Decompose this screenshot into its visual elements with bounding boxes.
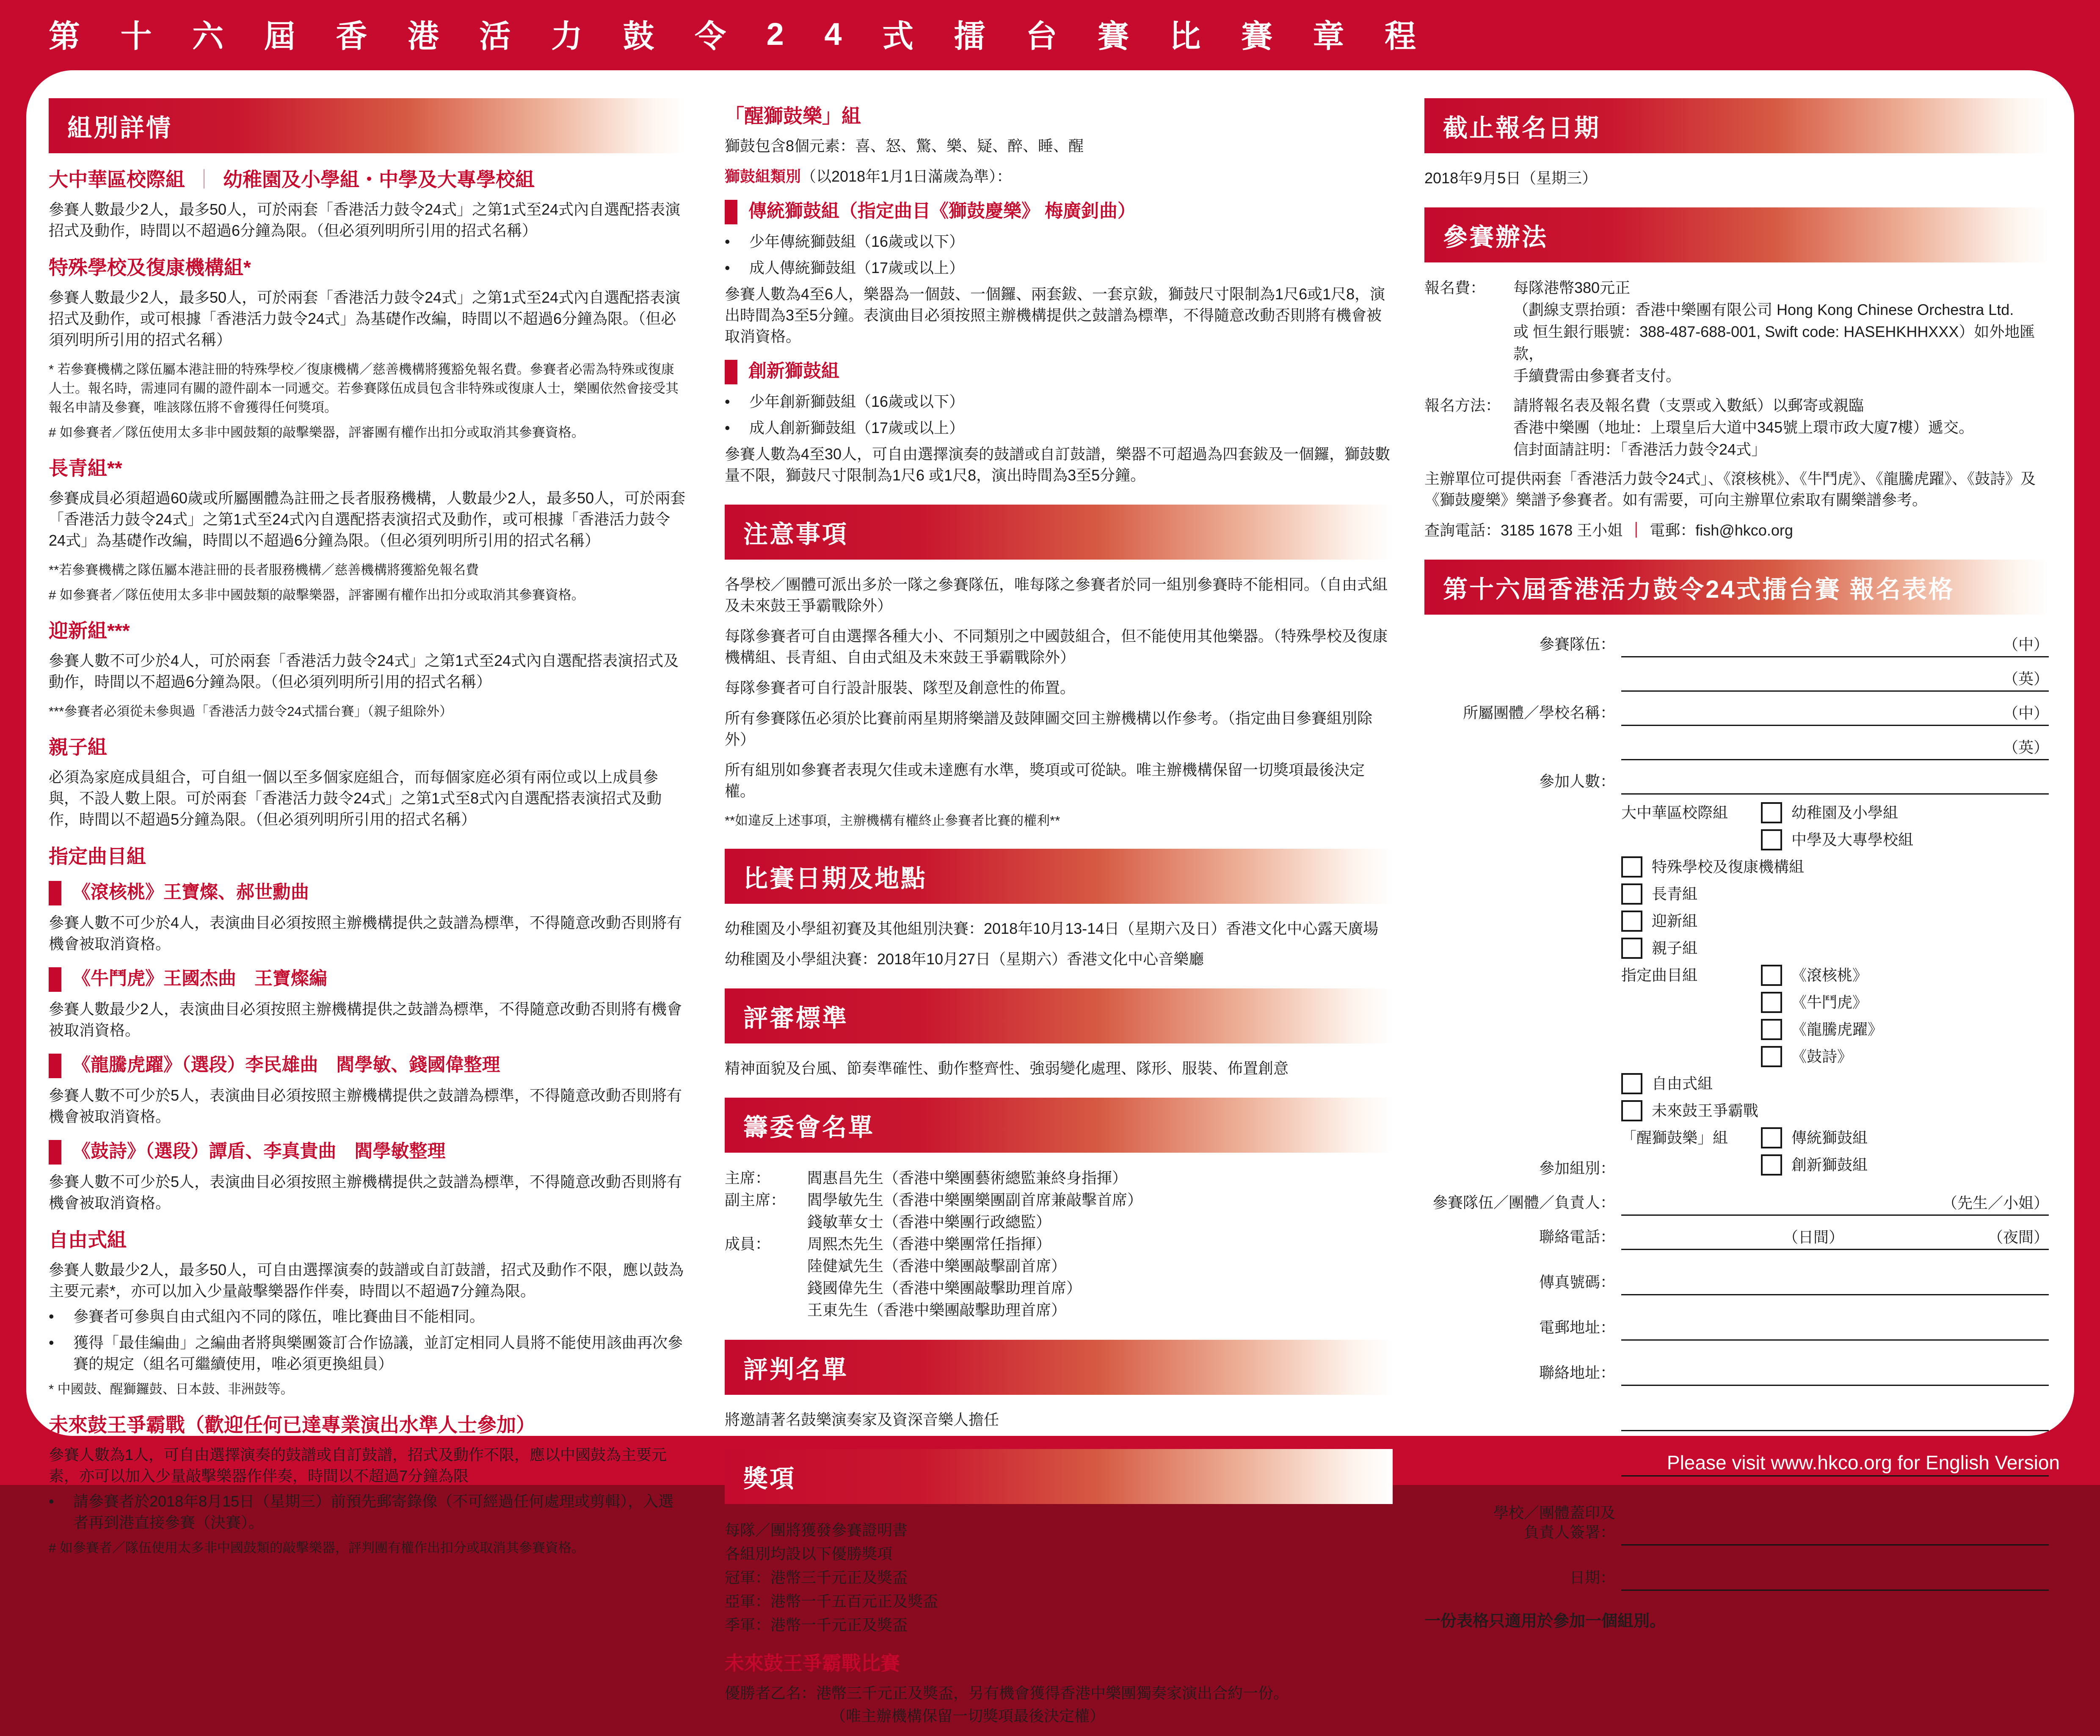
committee-role xyxy=(725,1277,807,1299)
bullet-icon: • xyxy=(49,1308,54,1325)
subheading-text: 傳統獅鼓組（指定曲目《獅鼓慶樂》 梅廣釗曲） xyxy=(748,201,1136,221)
team-name-label: 參賽隊伍： xyxy=(1539,635,1615,653)
category-single-row xyxy=(1621,856,2049,878)
category-group-name: 指定曲目組 xyxy=(1621,966,1698,984)
fax-label: 傳真號碼： xyxy=(1539,1273,1615,1291)
paragraph: 所有組別如參賽者表現欠佳或未達應有水準，獎項或可從缺。唯主辦機構保留一切獎項最後決定權。 xyxy=(725,761,1365,800)
phone-label: 聯絡電話： xyxy=(1539,1228,1615,1245)
heading-newcomer-group: 迎新組*** xyxy=(49,620,130,642)
checkbox-freestyle[interactable] xyxy=(1621,1073,1642,1094)
paragraph: 將邀請著名鼓樂演奏家及資深音樂人擔任 xyxy=(725,1411,999,1428)
category-checkbox-tree xyxy=(1621,800,2049,1181)
checkbox-secondary-tertiary[interactable] xyxy=(1761,829,1782,850)
section-header-judges: 評判名單 xyxy=(725,1340,1393,1395)
empty-label xyxy=(1424,1473,1621,1477)
phone-day-tag: （日間） xyxy=(1783,1228,1844,1246)
signature-label-line2: 負責人簽署： xyxy=(1523,1523,1615,1541)
category-group-row xyxy=(1621,965,2049,986)
paragraph: 參賽人數為1人，可自由選擇演奏的鼓譜或自訂鼓譜，招式及動作不限，應以中國鼓為主要元素，亦可以加入少量敲擊樂器作伴奏，時間以不超過7分鐘為限 xyxy=(49,1446,667,1485)
category-single-row xyxy=(1621,938,2049,959)
leader-salutation: （先生／小姐） xyxy=(1942,1194,2049,1212)
team-name-chinese-field[interactable] xyxy=(1621,629,2049,657)
bullet-text: 獲得「最佳編曲」之編曲者將與樂團簽訂合作協議，並訂定相同人員將不能使用該曲再次參賽的規定（組名可繼續使用，唯必須更換組員） xyxy=(73,1334,683,1372)
paragraph: 參賽人數為4至30人，可自由選擇演奏的鼓譜或自訂鼓譜，樂器不可超過為四套鈸及一個鑼，獅鼓數量不限，獅鼓尺寸限制為1尺6 或1尺8，演出時間為3至5分鐘。 xyxy=(725,445,1391,484)
red-bar-icon xyxy=(725,360,737,384)
song-title-drum-poem xyxy=(49,1140,686,1165)
signature-label-line1: 學校／團體蓋印及 xyxy=(1493,1504,1615,1521)
award-line: 冠軍：港幣三千元正及獎盃 xyxy=(725,1569,908,1586)
checkbox-label: 《鼓詩》 xyxy=(1791,1048,1853,1065)
form-row-participant-count xyxy=(1424,766,2049,795)
song-title-text: 《鼓詩》（選段）譚盾、李真貴曲 閻學敏整理 xyxy=(72,1141,446,1162)
committee-role xyxy=(725,1211,807,1233)
checkbox-innovative-lion-drum[interactable] xyxy=(1761,1154,1782,1176)
song-title-ox-fights-tiger xyxy=(49,967,686,992)
organisation-chinese-field[interactable] xyxy=(1621,698,2049,726)
checkbox-label: 親子組 xyxy=(1652,939,1698,957)
entry-fee-lines xyxy=(1513,277,2049,387)
checkbox-label: 未來鼓王爭霸戰 xyxy=(1652,1102,1759,1119)
checkbox-evergreen[interactable] xyxy=(1621,883,1642,905)
checkbox-kindergarten-primary[interactable] xyxy=(1761,802,1782,823)
lion-category-line xyxy=(725,166,1393,187)
checkbox-label: 《龍騰虎躍》 xyxy=(1791,1021,1883,1038)
committee-role xyxy=(725,1299,807,1321)
committee-name: 陸健斌先生（香港中樂團敲擊副首席） xyxy=(807,1257,1067,1275)
committee-name: 閻學敏先生（香港中樂團樂團副首席兼敲擊首席） xyxy=(807,1191,1143,1209)
checkbox-label: 創新獅鼓組 xyxy=(1791,1156,1868,1173)
form-row-organisation-chi xyxy=(1424,698,2049,726)
checkbox-label: 幼稚園及小學組 xyxy=(1791,804,1899,821)
award-line: 每隊／團將獲發參賽證明書 xyxy=(725,1521,908,1539)
form-row-date xyxy=(1424,1551,2049,1591)
award-line: 亞軍：港幣一千五百元正及獎盃 xyxy=(725,1592,938,1610)
footnote: ***參賽者必須從未參與過「香港活力鼓令24式擂台賽」（親子組除外） xyxy=(49,704,453,719)
participant-count-label: 參加人數： xyxy=(1539,773,1615,790)
paragraph: 優勝者乙名：港幣三千元正及獎盃，另有機會獲得香港中樂團獨奏家演出合約一份。 xyxy=(725,1684,1289,1702)
section-header-notes: 注意事項 xyxy=(725,505,1393,560)
heading-subtitle: 幼稚園及小學組・中學及大專學校組 xyxy=(223,168,535,190)
paragraph: 各學校／團體可派出多於一隊之參賽隊伍，唯每隊之參賽者於同一組別參賽時不能相同。（自由式組及未來鼓王爭霸戰除外） xyxy=(725,576,1388,614)
checkbox-parent-child[interactable] xyxy=(1621,938,1642,959)
bullet-text: 少年傳統獅鼓組（16歲或以下） xyxy=(749,233,965,250)
song-title-rolling-walnuts xyxy=(49,881,686,905)
score-provision-paragraph: 主辦單位可提供兩套「香港活力鼓令24式」、《滾核桃》、《牛鬥虎》、《龍騰虎躍》、《鼓詩》及《獅鼓慶樂》樂譜予參賽者。如有需要，可向主辦單位索取有關樂譜參考。 xyxy=(1424,470,2036,508)
language-tag-english: （英） xyxy=(2003,670,2049,687)
award-line: 季軍：港幣一千元正及獎盃 xyxy=(725,1616,908,1634)
paragraph: 參賽人數為4至6人，樂器為一個鼓、一個鑼、兩套鈸、一套京鈸，獅鼓尺寸限制為1尺6或1尺8，演出時間為3至5分鐘。表演曲目必須按照主辦機構提供之鼓譜為標準，不得隨意改動否則將有機會被取消資格。 xyxy=(725,285,1385,345)
checkbox-label: 特殊學校及復康機構組 xyxy=(1652,858,1805,875)
address-field-line-2[interactable] xyxy=(1621,1392,2049,1431)
paragraph: 參賽人數最少2人，表演曲目必須按照主辦機構提供之鼓譜為標準，不得隨意改動否則將有機會被取消資格。 xyxy=(49,1000,682,1039)
paragraph: 幼稚園及小學組初賽及其他組別決賽：2018年10月13-14日（星期六及日）香港文化中心露天廣場 xyxy=(725,920,1379,937)
language-tag-chinese: （中） xyxy=(2003,636,2049,653)
empty-label xyxy=(1424,757,1621,760)
bullet-item xyxy=(49,1306,686,1327)
deadline-date: 2018年9月5日（星期三） xyxy=(1424,169,1598,187)
red-bar-icon xyxy=(49,1054,61,1078)
english-version-footer: Please visit www.hkco.org for English Version xyxy=(1667,1452,2060,1474)
committee-role xyxy=(725,1255,807,1277)
song-title-dragon-tiger xyxy=(49,1054,686,1078)
enquiry-line xyxy=(1424,520,2049,541)
apply-method-block xyxy=(1424,395,2049,461)
footnote: * 中國鼓、醒獅鑼鼓、日本鼓、非洲鼓等。 xyxy=(49,1382,294,1397)
committee-row xyxy=(725,1211,1393,1233)
checkbox-label: 中學及大專學校組 xyxy=(1791,831,1914,848)
footnote: **若參賽機構之隊伍屬本港註冊的長者服務機構／慈善機構將獲豁免報名費 xyxy=(49,563,479,577)
entry-fee-line: （劃線支票抬頭：香港中樂團有限公司 Hong Kong Chinese Orchestra Ltd. xyxy=(1513,301,2014,318)
bullet-icon: • xyxy=(725,419,730,436)
leader-label: 參賽隊伍／團體／負責人： xyxy=(1432,1194,1615,1211)
leader-name-field[interactable] xyxy=(1621,1187,2049,1216)
committee-row xyxy=(725,1189,1393,1211)
bullet-icon: • xyxy=(725,393,730,410)
paragraph: 所有參賽隊伍必須於比賽前兩星期將樂譜及鼓陣圖交回主辦機構以作參考。（指定曲目參賽組別除外） xyxy=(725,709,1373,748)
paragraph: 參賽人數最少2人，最多50人，可於兩套「香港活力鼓令24式」之第1式至24式內自選配搭表演招式及動作，或可根據「香港活力鼓令24式」為基礎作改編，時間以不超過6分鐘為限。（但必須列明所引用的招式名稱） xyxy=(49,289,681,348)
bullet-text: 成人創新獅鼓組（17歲或以上） xyxy=(749,419,965,436)
page-title: 第 十 六 屆 香 港 活 力 鼓 令 2 4 式 擂 台 賽 比 賽 章 程 xyxy=(49,16,1416,54)
section-header-awards: 獎項 xyxy=(725,1449,1393,1504)
paragraph: 必須為家庭成員組合，可自組一個以至多個家庭組合，而每個家庭必須有兩位或以上成員參與，不設人數上限。可於兩套「香港活力鼓令24式」之第1式至8式內自選配搭表演招式及動作，時間以不超過5分鐘為限。（但必須列明所引用的招式名稱） xyxy=(49,768,662,828)
heading-parent-child-group: 親子組 xyxy=(49,736,107,758)
checkbox-ox-fights-tiger[interactable] xyxy=(1761,992,1782,1013)
form-row-address xyxy=(1424,1347,2049,1386)
paragraph: （唯主辦機構保留一切獎項最後決定權） xyxy=(831,1707,1105,1725)
red-bar-icon xyxy=(49,881,61,905)
red-bar-icon xyxy=(49,1140,61,1165)
category-single-row xyxy=(1621,1100,2049,1121)
section-header-deadline: 截止報名日期 xyxy=(1424,98,2049,153)
apply-method-label: 報名方法： xyxy=(1424,397,1501,414)
checkbox-special-school[interactable] xyxy=(1621,856,1642,878)
entry-fee-line: 每隊港幣380元正 xyxy=(1513,279,1631,296)
checkbox-dragon-tiger[interactable] xyxy=(1761,1019,1782,1040)
heading-greater-china-group xyxy=(49,168,686,191)
category-label: 參加組別： xyxy=(1539,1159,1615,1177)
bullet-text: 成人傳統獅鼓組（17歲或以上） xyxy=(749,259,965,276)
checkbox-traditional-lion-drum[interactable] xyxy=(1761,1127,1782,1148)
language-tag-chinese: （中） xyxy=(2003,704,2049,722)
committee-name: 錢敏華女士（香港中樂團行政總監） xyxy=(807,1213,1051,1231)
category-single-row xyxy=(1621,883,2049,905)
phone-field[interactable] xyxy=(1621,1222,2049,1250)
enquiry-phone: 查詢電話：3185 1678 王小姐 xyxy=(1424,522,1623,539)
bullet-icon: • xyxy=(725,259,730,276)
heading-future-drum-king: 未來鼓王爭霸戰（歡迎任何已達專業演出水準人士參加） xyxy=(49,1414,535,1436)
apply-method-line: 香港中樂團（地址：上環皇后大道中345號上環市政大廈7樓）遞交。 xyxy=(1513,419,1974,436)
bullet-item xyxy=(725,417,1393,439)
form-row-leader xyxy=(1424,1187,2049,1216)
paragraph: 參賽人數不可少於4人，可於兩套「香港活力鼓令24式」之第1式至24式內自選配搭表演招式及動作，時間以不超過6分鐘為限。（但必須列明所引用的招式名稱） xyxy=(49,652,679,690)
committee-name: 王東先生（香港中樂團敲擊助理首席） xyxy=(807,1301,1067,1319)
bullet-item xyxy=(725,257,1393,279)
checkbox-newcomer[interactable] xyxy=(1621,911,1642,932)
committee-row xyxy=(725,1299,1393,1321)
footnote: # 如參賽者／隊伍使用太多非中國鼓類的敲擊樂器，評審團有權作出扣分或取消其參賽資格。 xyxy=(49,425,585,440)
form-row-signature xyxy=(1424,1482,2049,1546)
form-row-team-name-chi xyxy=(1424,629,2049,657)
committee-role: 成員： xyxy=(725,1235,771,1253)
bullet-icon: • xyxy=(49,1493,54,1510)
section-header-group-details: 組別詳情 xyxy=(49,98,686,153)
column-lion-drum-and-info xyxy=(725,98,1393,1736)
heading-lion-drum-group: 「醒獅鼓樂」組 xyxy=(725,105,861,127)
paragraph: 參賽成員必須超過60歲或所屬團體為註冊之長者服務機構，人數最少2人，最多50人，可於兩套「香港活力鼓令24式」之第1式至24式內自選配搭表演招式及動作，或可根據「香港活力鼓令24式」為基礎作改編，時間以不超過6分鐘為限。（但必須列明所引用的招式名稱） xyxy=(49,489,686,549)
checkbox-rolling-walnuts[interactable] xyxy=(1761,965,1782,986)
footnote: **如違反上述事項，主辦機構有權終止參賽者比賽的權利** xyxy=(725,813,1060,828)
paragraph: 每隊參賽者可自行設計服裝、隊型及創意性的佈置。 xyxy=(725,679,1076,696)
checkbox-label: 自由式組 xyxy=(1652,1075,1713,1092)
committee-row xyxy=(725,1233,1393,1255)
organisation-label: 所屬團體／學校名稱： xyxy=(1463,704,1615,721)
footnote: * 若參賽機構之隊伍屬本港註冊的特殊學校／復康機構／慈善機構將獲豁免報名費。參賽者必需為特殊或復康人士。報名時，需連同有關的證件副本一同遞交。若參賽隊伍成員包含非特殊或復康人士，樂團依然會接受其報名申請及參賽，唯該隊伍將不會獲得任何獎項。 xyxy=(49,362,679,415)
bullet-text: 請參賽者於2018年8月15日（星期三）前預先郵寄錄像（不可經過任何處理或剪輯），入選者再到港直接參賽（決賽）。 xyxy=(73,1493,674,1531)
one-form-one-category-note: 一份表格只適用於參加一個組別。 xyxy=(1424,1612,1666,1630)
red-bar-icon xyxy=(725,200,737,224)
committee-row xyxy=(725,1255,1393,1277)
date-label: 日期： xyxy=(1569,1569,1615,1586)
heading-divider: ｜ xyxy=(194,168,214,190)
checkbox-label: 《滾核桃》 xyxy=(1791,966,1868,984)
heading-future-drum-king-contest: 未來鼓王爭霸戰比賽 xyxy=(725,1652,900,1674)
committee-row xyxy=(725,1277,1393,1299)
bullet-icon: • xyxy=(49,1334,54,1351)
language-tag-english: （英） xyxy=(2003,739,2049,756)
footnote: # 如參賽者／隊伍使用太多非中國鼓類的敲擊樂器，評判團有權作出扣分或取消其參賽資格。 xyxy=(49,1540,585,1555)
apply-method-lines xyxy=(1513,395,2049,461)
paragraph: 參賽人數不可少於4人，表演曲目必須按照主辦機構提供之鼓譜為標準，不得隨意改動否則將有機會被取消資格。 xyxy=(49,914,682,952)
empty-label xyxy=(1424,1428,1621,1431)
award-line: 各組別均設以下優勝獎項 xyxy=(725,1545,893,1562)
bullet-item xyxy=(49,1491,686,1533)
paragraph: 每隊參賽者可自由選擇各種大小、不同類別之中國鼓組合，但不能使用其他樂器。（特殊學校及復康機構組、長青組、自由式組及未來鼓王爭霸戰除外） xyxy=(725,627,1388,666)
category-option-row xyxy=(1621,1046,2049,1067)
category-group-name: 「醒獅鼓樂」組 xyxy=(1621,1129,1728,1146)
committee-name: 周熙杰先生（香港中樂團常任指揮） xyxy=(807,1235,1051,1253)
phone-night-tag: （夜間） xyxy=(1987,1228,2049,1246)
heading-special-school-group: 特殊學校及復康機構組* xyxy=(49,257,251,279)
subheading-text: 創新獅鼓組 xyxy=(748,361,839,381)
subheading-innovative-lion-drum xyxy=(725,360,1393,384)
apply-method-line: 信封面請註明：「香港活力鼓令24式」 xyxy=(1513,441,1767,458)
song-title-text: 《牛鬥虎》王國杰曲 王寶燦編 xyxy=(72,969,327,989)
form-row-fax xyxy=(1424,1256,2049,1295)
category-option-row xyxy=(1621,1154,2049,1176)
category-option-row xyxy=(1621,829,2049,850)
bullet-item xyxy=(49,1332,686,1374)
section-header-committee: 籌委會名單 xyxy=(725,1098,1393,1153)
category-option-row xyxy=(1621,992,2049,1013)
team-name-english-field[interactable] xyxy=(1621,663,2049,692)
empty-label xyxy=(1424,688,1621,692)
section-header-how-to-enter: 參賽辦法 xyxy=(1424,207,2049,262)
paragraph: 參賽人數不可少於5人，表演曲目必須按照主辦機構提供之鼓譜為標準，不得隨意改動否則將有機會被取消資格。 xyxy=(49,1173,682,1212)
bullet-icon: • xyxy=(725,233,730,250)
checkbox-future-drum-king[interactable] xyxy=(1621,1100,1642,1121)
subheading-traditional-lion-drum xyxy=(725,200,1393,224)
section-header-judging-criteria: 評審標準 xyxy=(725,988,1393,1043)
enquiry-divider: ｜ xyxy=(1628,522,1644,539)
participant-count-field[interactable] xyxy=(1621,766,2049,795)
bullet-text: 參賽者可參與自由式組內不同的隊伍，唯比賽曲目不能相同。 xyxy=(73,1308,485,1325)
entry-fee-block xyxy=(1424,277,2049,387)
song-title-text: 《滾核桃》王寶燦、郝世勳曲 xyxy=(72,882,309,902)
email-field[interactable] xyxy=(1621,1301,2049,1341)
column-enrolment xyxy=(1424,98,2049,1631)
form-row-address-cont xyxy=(1424,1392,2049,1431)
section-header-entry-form: 第十六屆香港活力鼓令24式擂台賽 報名表格 xyxy=(1424,560,2049,615)
category-single-row xyxy=(1621,911,2049,932)
committee-name: 閻惠昌先生（香港中樂團藝術總監兼終身指揮） xyxy=(807,1169,1128,1187)
apply-method-line: 請將報名表及報名費（支票或入數紙）以郵寄或親臨 xyxy=(1513,397,1864,414)
checkbox-drum-poem[interactable] xyxy=(1761,1046,1782,1067)
song-title-text: 《龍騰虎躍》（選段）李民雄曲 閻學敏、錢國偉整理 xyxy=(72,1055,500,1075)
category-option-row xyxy=(1621,1019,2049,1040)
footnote: # 如參賽者／隊伍使用太多非中國鼓類的敲擊樂器，評審團有權作出扣分或取消其參賽資格。 xyxy=(49,588,585,602)
entry-fee-line: 手續費需由參賽者支付。 xyxy=(1513,367,1681,384)
category-group-row xyxy=(1621,1127,2049,1148)
entry-fee-label: 報名費： xyxy=(1424,279,1486,296)
paragraph: 參賽人數最少2人，最多50人，可於兩套「香港活力鼓令24式」之第1式至24式內自選配搭表演招式及動作，時間以不超過6分鐘為限。（但必須列明所引用的招式名稱） xyxy=(49,201,681,239)
enquiry-email: 電郵：fish@hkco.org xyxy=(1650,522,1793,539)
form-row-team-name-eng xyxy=(1424,663,2049,692)
form-row-organisation-eng xyxy=(1424,732,2049,760)
entry-fee-line: 或 恒生銀行賬號：388-487-688-001, Swift code: HASEHKHHXXX）如外地匯款， xyxy=(1513,323,2035,362)
section-header-dates-venue: 比賽日期及地點 xyxy=(725,849,1393,904)
checkbox-label: 長青組 xyxy=(1652,885,1698,902)
committee-name: 錢國偉先生（香港中樂團敲擊助理首席） xyxy=(807,1279,1082,1297)
signature-label xyxy=(1424,1503,1621,1546)
checkbox-label: 《牛鬥虎》 xyxy=(1791,994,1868,1011)
committee-role: 主席： xyxy=(725,1169,771,1187)
paragraph: 獅鼓包含8個元素：喜、怒、驚、樂、疑、醉、睡、醒 xyxy=(725,137,1084,155)
red-bar-icon xyxy=(49,967,61,992)
bullet-item xyxy=(725,231,1393,252)
column-group-details xyxy=(49,98,686,1563)
heading-freestyle-group: 自由式組 xyxy=(49,1229,127,1251)
form-row-email xyxy=(1424,1301,2049,1341)
committee-role: 副主席： xyxy=(725,1191,786,1209)
address-label: 聯絡地址： xyxy=(1539,1364,1615,1381)
fax-field[interactable] xyxy=(1621,1256,2049,1295)
paragraph: 精神面貌及台風、節奏準確性、動作整齊性、強弱變化處理、隊形、服裝、佈置創意 xyxy=(725,1060,1289,1077)
bullet-item xyxy=(725,391,1393,412)
checkbox-label: 迎新組 xyxy=(1652,912,1698,930)
form-row-category xyxy=(1424,800,2049,1181)
heading-title: 大中華區校際組 xyxy=(49,168,185,190)
email-label: 電郵地址： xyxy=(1539,1319,1615,1336)
heading-evergreen-group: 長青組** xyxy=(49,457,122,479)
bullet-text: 少年創新獅鼓組（16歲或以下） xyxy=(749,393,965,410)
paragraph: 參賽人數最少2人，最多50人，可自由選擇演奏的鼓譜或自訂鼓譜，招式及動作不限，應以鼓為主要元素*，亦可以加入少量敲擊樂器作伴奏，時間以不超過7分鐘為限。 xyxy=(49,1261,684,1300)
paragraph: 幼稚園及小學組決賽：2018年10月27日（星期六）香港文化中心音樂廳 xyxy=(725,950,1204,968)
committee-row xyxy=(725,1167,1393,1189)
category-single-row xyxy=(1621,1073,2049,1094)
signature-field[interactable] xyxy=(1621,1482,2049,1546)
paragraph: 參賽人數不可少於5人，表演曲目必須按照主辦機構提供之鼓譜為標準，不得隨意改動否則將有機會被取消資格。 xyxy=(49,1087,682,1125)
checkbox-label: 傳統獅鼓組 xyxy=(1791,1129,1868,1146)
date-field[interactable] xyxy=(1621,1551,2049,1591)
organisation-english-field[interactable] xyxy=(1621,732,2049,760)
lion-category-label: 獅鼓組類別 xyxy=(725,168,801,185)
heading-set-piece-group: 指定曲目組 xyxy=(49,845,146,867)
category-group-row xyxy=(1621,802,2049,823)
form-row-phone xyxy=(1424,1222,2049,1250)
lion-category-rest: （以2018年1月1日滿歲為準）： xyxy=(801,168,1012,185)
category-group-name: 大中華區校際組 xyxy=(1621,804,1728,821)
address-field-line-1[interactable] xyxy=(1621,1347,2049,1386)
